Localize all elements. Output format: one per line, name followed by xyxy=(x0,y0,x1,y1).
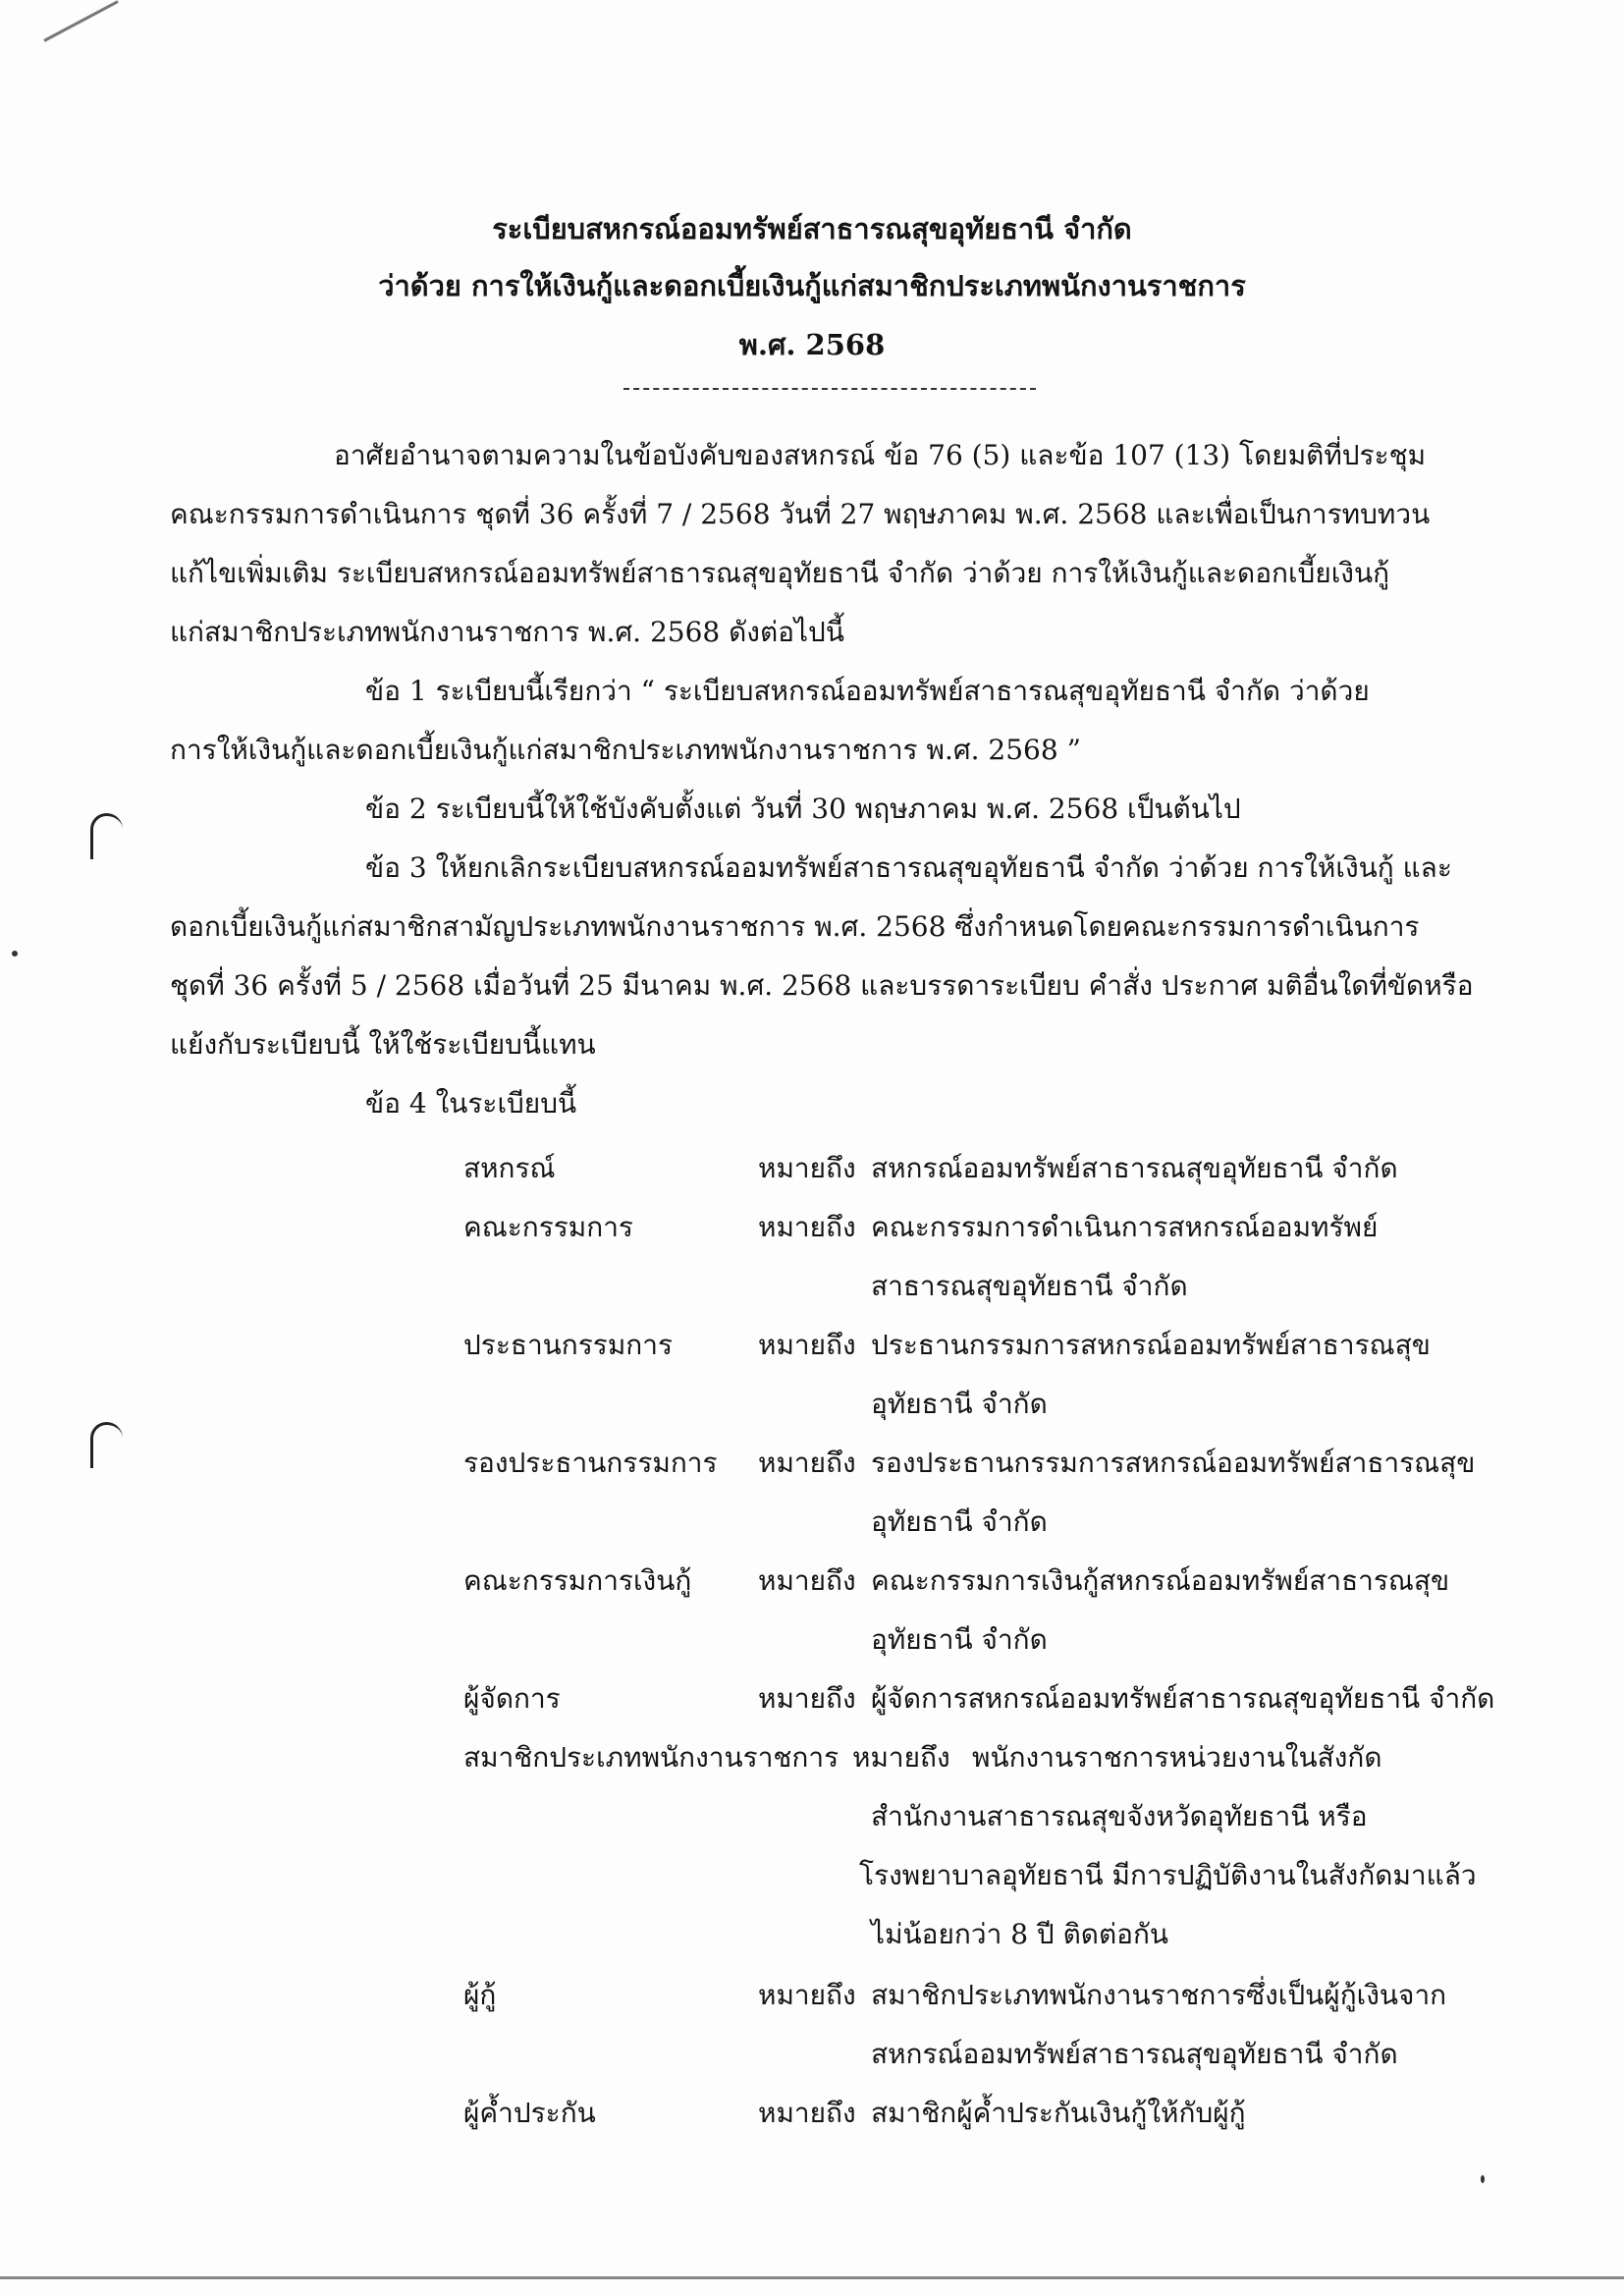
def-text: คณะกรรมการดำเนินการสหกรณ์ออมทรัพย์ xyxy=(871,1211,1379,1243)
def-text: พนักงานราชการหน่วยงานในสังกัด xyxy=(972,1741,1382,1774)
punch-hole-mark xyxy=(90,813,123,859)
def-means: หมายถึง xyxy=(758,1682,856,1715)
clause-3-line-1: ข้อ 3 ให้ยกเลิกระเบียบสหกรณ์ออมทรัพย์สาธารณสุขอุทัยธานี จำกัด ว่าด้วย การให้เงินกู้ และ xyxy=(365,851,1452,884)
def-means: หมายถึง xyxy=(758,1979,856,2011)
page-bottom-edge xyxy=(0,2276,1624,2279)
def-text: ไม่น้อยกว่า 8 ปี ติดต่อกัน xyxy=(871,1918,1169,1950)
def-text: ประธานกรรมการสหกรณ์ออมทรัพย์สาธารณสุข xyxy=(871,1329,1431,1361)
preamble-line-1: อาศัยอำนาจตามความในข้อบังคับของสหกรณ์ ข้อ 76 (5) และข้อ 107 (13) โดยมติที่ประชุม xyxy=(334,439,1427,471)
def-means: หมายถึง xyxy=(852,1741,950,1774)
pen-mark xyxy=(43,0,118,42)
doc-title-line-3: พ.ศ. 2568 xyxy=(738,328,886,361)
clause-3-line-3: ชุดที่ 36 ครั้งที่ 5 / 2568 เมื่อวันที่ 25 มีนาคม พ.ศ. 2568 และบรรดาระเบียบ คำสั่ง ประกาศ มติอื่นใดที่ขัดหรือ xyxy=(170,969,1474,1002)
def-text: สมาชิกผู้ค้ำประกันเงินกู้ให้กับผู้กู้ xyxy=(871,2097,1246,2129)
def-text: สำนักงานสาธารณสุขจังหวัดอุทัยธานี หรือ xyxy=(871,1800,1368,1832)
def-means: หมายถึง xyxy=(758,1564,856,1597)
def-text: คณะกรรมการเงินกู้สหกรณ์ออมทรัพย์สาธารณสุข xyxy=(871,1564,1450,1597)
doc-title-line-1: ระเบียบสหกรณ์ออมทรัพย์สาธารณสุขอุทัยธานี จำกัด xyxy=(492,212,1132,246)
def-means: หมายถึง xyxy=(758,1211,856,1243)
scan-speck xyxy=(1481,2175,1485,2183)
scan-speck xyxy=(12,951,18,957)
title-divider xyxy=(623,388,1036,390)
def-term: ผู้จัดการ xyxy=(463,1682,561,1715)
def-means: หมายถึง xyxy=(758,1447,856,1479)
def-text: สหกรณ์ออมทรัพย์สาธารณสุขอุทัยธานี จำกัด xyxy=(871,2038,1398,2070)
preamble-line-2: คณะกรรมการดำเนินการ ชุดที่ 36 ครั้งที่ 7 / 2568 วันที่ 27 พฤษภาคม พ.ศ. 2568 และเพื่อเป็นการทบทวน xyxy=(170,498,1431,530)
def-text: ผู้จัดการสหกรณ์ออมทรัพย์สาธารณสุขอุทัยธานี จำกัด xyxy=(871,1682,1495,1715)
def-term: รองประธานกรรมการ xyxy=(463,1447,718,1479)
clause-3-line-4: แย้งกับระเบียบนี้ ให้ใช้ระเบียบนี้แทน xyxy=(170,1028,596,1061)
def-text: อุทัยธานี จำกัด xyxy=(871,1388,1048,1420)
clause-1-line-1: ข้อ 1 ระเบียบนี้เรียกว่า “ ระเบียบสหกรณ์ออมทรัพย์สาธารณสุขอุทัยธานี จำกัด ว่าด้วย xyxy=(365,675,1370,707)
punch-hole-mark xyxy=(90,1422,123,1468)
preamble-line-4: แก่สมาชิกประเภทพนักงานราชการ พ.ศ. 2568 ดังต่อไปนี้ xyxy=(170,616,844,648)
def-means: หมายถึง xyxy=(758,1152,856,1184)
def-term: ผู้กู้ xyxy=(463,1979,497,2011)
def-means: หมายถึง xyxy=(758,1329,856,1361)
def-term: ผู้ค้ำประกัน xyxy=(463,2097,596,2129)
def-text: รองประธานกรรมการสหกรณ์ออมทรัพย์สาธารณสุข xyxy=(871,1447,1476,1479)
def-text: โรงพยาบาลอุทัยธานี มีการปฏิบัติงานในสังกัดมาแล้ว xyxy=(859,1859,1477,1891)
def-means: หมายถึง xyxy=(758,2097,856,2129)
def-term: สหกรณ์ xyxy=(463,1152,556,1184)
def-text: สหกรณ์ออมทรัพย์สาธารณสุขอุทัยธานี จำกัด xyxy=(871,1152,1398,1184)
clause-4: ข้อ 4 ในระเบียบนี้ xyxy=(365,1087,577,1120)
def-text: สาธารณสุขอุทัยธานี จำกัด xyxy=(871,1270,1188,1302)
def-term: คณะกรรมการเงินกู้ xyxy=(463,1564,692,1597)
preamble-line-3: แก้ไขเพิ่มเติม ระเบียบสหกรณ์ออมทรัพย์สาธารณสุขอุทัยธานี จำกัด ว่าด้วย การให้เงินกู้และดอกเบี้ยเงินกู้ xyxy=(170,557,1390,589)
clause-1-line-2: การให้เงินกู้และดอกเบี้ยเงินกู้แก่สมาชิกประเภทพนักงานราชการ พ.ศ. 2568 ” xyxy=(170,734,1081,766)
def-text: อุทัยธานี จำกัด xyxy=(871,1623,1048,1656)
clause-2: ข้อ 2 ระเบียบนี้ให้ใช้บังคับตั้งแต่ วันที่ 30 พฤษภาคม พ.ศ. 2568 เป็นต้นไป xyxy=(365,793,1241,825)
clause-3-line-2: ดอกเบี้ยเงินกู้แก่สมาชิกสามัญประเภทพนักงานราชการ พ.ศ. 2568 ซึ่งกำหนดโดยคณะกรรมการดำเนินการ xyxy=(170,910,1420,943)
doc-title-line-2: ว่าด้วย การให้เงินกู้และดอกเบี้ยเงินกู้แก่สมาชิกประเภทพนักงานราชการ xyxy=(378,269,1246,302)
def-term: สมาชิกประเภทพนักงานราชการ xyxy=(463,1741,839,1774)
def-text: สมาชิกประเภทพนักงานราชการซึ่งเป็นผู้กู้เงินจาก xyxy=(871,1979,1447,2011)
def-text: อุทัยธานี จำกัด xyxy=(871,1505,1048,1538)
def-term: ประธานกรรมการ xyxy=(463,1329,674,1361)
def-term: คณะกรรมการ xyxy=(463,1211,633,1243)
